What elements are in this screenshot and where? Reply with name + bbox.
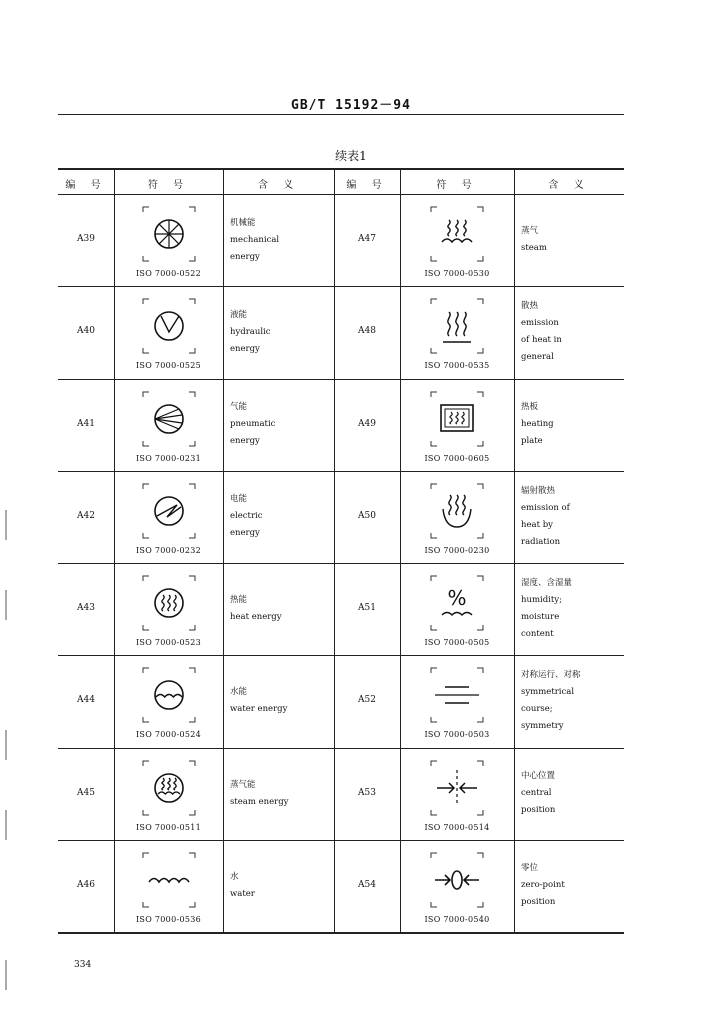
- meaning-chinese: 蒸气: [521, 226, 539, 236]
- meaning-chinese: 蒸气能: [230, 779, 256, 790]
- meaning-english: electric: [230, 511, 263, 522]
- entry-code: A45: [77, 787, 95, 798]
- meaning-english: hydraulic: [230, 326, 271, 337]
- meaning-text: [230, 215, 279, 266]
- meaning-text: [521, 298, 562, 366]
- meaning-english: energy: [230, 343, 260, 354]
- meaning-english: emission of: [521, 502, 570, 513]
- row-divider: [58, 748, 624, 749]
- central-position-icon: [422, 755, 492, 821]
- meaning-text: [521, 768, 555, 819]
- meaning-english: energy: [230, 528, 260, 539]
- iso-reference: ISO 7000-0505: [424, 638, 490, 647]
- meaning-chinese: 辐射散热: [521, 485, 556, 496]
- meaning-english: radiation: [521, 536, 561, 547]
- row-divider: [58, 471, 624, 472]
- meaning-english: energy: [230, 436, 260, 446]
- meaning-text: [521, 575, 572, 643]
- table-bottom-rule: [58, 932, 624, 934]
- mechanical-energy-icon: [134, 201, 204, 267]
- meaning-english: heat energy: [230, 612, 282, 622]
- iso-reference: ISO 7000-0605: [424, 453, 490, 463]
- entry-code: A40: [77, 326, 95, 337]
- meaning-chinese: 电能: [230, 494, 248, 505]
- meaning-chinese: 散热: [521, 301, 539, 312]
- entry-code: A42: [77, 510, 95, 521]
- standard-number: GB/T 15192－94: [291, 98, 411, 113]
- table-title: 续表1: [335, 149, 367, 163]
- symmetry-icon: [422, 662, 492, 728]
- iso-reference: ISO 7000-0231: [135, 453, 202, 463]
- iso-reference: ISO 7000-0536: [135, 914, 202, 924]
- column-divider: [514, 168, 515, 932]
- row-divider: [58, 563, 624, 564]
- meaning-chinese: 机械能: [230, 217, 256, 228]
- pneumatic-energy-icon: [134, 386, 204, 452]
- meaning-chinese: 零位: [521, 863, 539, 874]
- column-header: 编 号: [65, 180, 107, 191]
- entry-code: A44: [77, 695, 95, 706]
- iso-reference: ISO 7000-0503: [424, 730, 490, 740]
- iso-reference: ISO 7000-0524: [135, 730, 202, 740]
- column-header: 含 义: [257, 180, 300, 191]
- meaning-english: content: [521, 629, 554, 639]
- meaning-english: moisture: [521, 612, 560, 622]
- entry-code: A51: [358, 603, 376, 613]
- meaning-english: position: [521, 897, 556, 908]
- entry-code: A46: [77, 879, 95, 890]
- iso-reference: ISO 7000-0511: [135, 822, 202, 832]
- row-divider: [58, 840, 624, 841]
- heating-plate-icon: [422, 386, 492, 452]
- electric-energy-icon: [134, 478, 204, 544]
- meaning-chinese: 液能: [230, 309, 248, 320]
- meaning-english: general: [521, 352, 554, 363]
- meaning-english: heat by: [521, 519, 553, 530]
- water-icon: [134, 847, 204, 913]
- column-divider: [334, 168, 335, 932]
- meaning-text: [230, 491, 263, 542]
- meaning-text: [230, 399, 275, 450]
- entry-code: A41: [77, 418, 95, 429]
- meaning-chinese: 热板: [521, 402, 539, 412]
- meaning-english: central: [521, 788, 552, 798]
- row-divider: [58, 655, 624, 656]
- meaning-english: zero-point: [521, 880, 565, 891]
- row-divider: [58, 379, 624, 380]
- page-number: 334: [74, 960, 92, 970]
- iso-reference: ISO 7000-0230: [424, 545, 490, 555]
- meaning-english: position: [521, 805, 556, 815]
- entry-code: A52: [358, 695, 376, 706]
- radiation-heat-icon: [422, 478, 492, 544]
- meaning-english: plate: [521, 436, 543, 446]
- meaning-text: [521, 483, 570, 551]
- meaning-english: steam energy: [230, 796, 289, 807]
- meaning-text: [230, 684, 287, 718]
- heat-energy-icon: [134, 570, 204, 636]
- column-header: 符 号: [436, 180, 478, 191]
- entry-code: A50: [358, 510, 376, 521]
- meaning-chinese: 水能: [230, 687, 248, 698]
- humidity-icon: [422, 570, 492, 636]
- meaning-english: humidity;: [521, 595, 562, 605]
- meaning-text: [230, 592, 282, 626]
- meaning-text: [521, 399, 554, 450]
- meaning-english: mechanical: [230, 234, 280, 245]
- row-divider: [58, 286, 624, 287]
- steam-energy-icon: [134, 755, 204, 821]
- entry-code: A54: [358, 879, 376, 890]
- table-top-rule: [58, 168, 624, 170]
- meaning-english: pneumatic: [230, 419, 276, 429]
- meaning-text: [230, 307, 271, 358]
- meaning-chinese: 气能: [230, 402, 248, 412]
- meaning-chinese: 对称运行、对称: [521, 670, 581, 681]
- meaning-text: [521, 860, 565, 911]
- column-header: 含 义: [548, 180, 590, 191]
- meaning-english: heating: [521, 419, 554, 429]
- iso-reference: ISO 7000-0525: [135, 361, 202, 371]
- iso-reference: ISO 7000-0232: [135, 545, 202, 555]
- meaning-chinese: 水: [230, 871, 239, 882]
- column-divider: [400, 168, 401, 932]
- header-bottom-rule: [58, 194, 624, 195]
- scan-margin-marks: [2, 510, 10, 1010]
- symbol-table: [58, 168, 624, 932]
- meaning-english: symmetry: [521, 721, 564, 732]
- meaning-english: water: [230, 888, 255, 899]
- entry-code: A49: [358, 418, 376, 429]
- iso-reference: ISO 7000-0522: [135, 269, 202, 278]
- entry-code: A53: [358, 787, 376, 798]
- hydraulic-energy-icon: [134, 293, 204, 359]
- iso-reference: ISO 7000-0514: [424, 822, 490, 832]
- column-header: 符 号: [147, 180, 190, 191]
- meaning-text: [521, 667, 581, 735]
- entry-code: A43: [77, 603, 95, 613]
- meaning-english: steam: [521, 243, 547, 253]
- meaning-chinese: 热能: [230, 595, 248, 605]
- meaning-english: water energy: [230, 704, 288, 715]
- iso-reference: ISO 7000-0535: [424, 361, 490, 371]
- meaning-english: emission: [521, 318, 559, 329]
- meaning-english: of heat in: [521, 335, 562, 346]
- entry-code: A39: [77, 234, 95, 244]
- meaning-english: symmetrical: [521, 687, 575, 698]
- meaning-chinese: 中心位置: [521, 771, 556, 781]
- column-header: 编 号: [346, 180, 388, 191]
- meaning-text: [521, 223, 547, 257]
- meaning-text: [230, 869, 255, 903]
- zero-point-icon: [422, 847, 492, 913]
- iso-reference: ISO 7000-0540: [424, 914, 490, 924]
- steam-icon: [422, 201, 492, 267]
- heat-emission-icon: [422, 293, 492, 359]
- meaning-english: energy: [230, 251, 260, 262]
- svg-text:%: %: [447, 586, 467, 610]
- water-energy-icon: [134, 662, 204, 728]
- entry-code: A47: [358, 234, 376, 244]
- meaning-english: course;: [521, 704, 553, 715]
- header-rule: [58, 114, 624, 115]
- iso-reference: ISO 7000-0530: [424, 269, 490, 278]
- meaning-text: [230, 777, 288, 811]
- meaning-chinese: 湿度、含湿量: [521, 578, 573, 588]
- iso-reference: ISO 7000-0523: [135, 638, 202, 647]
- entry-code: A48: [358, 326, 376, 337]
